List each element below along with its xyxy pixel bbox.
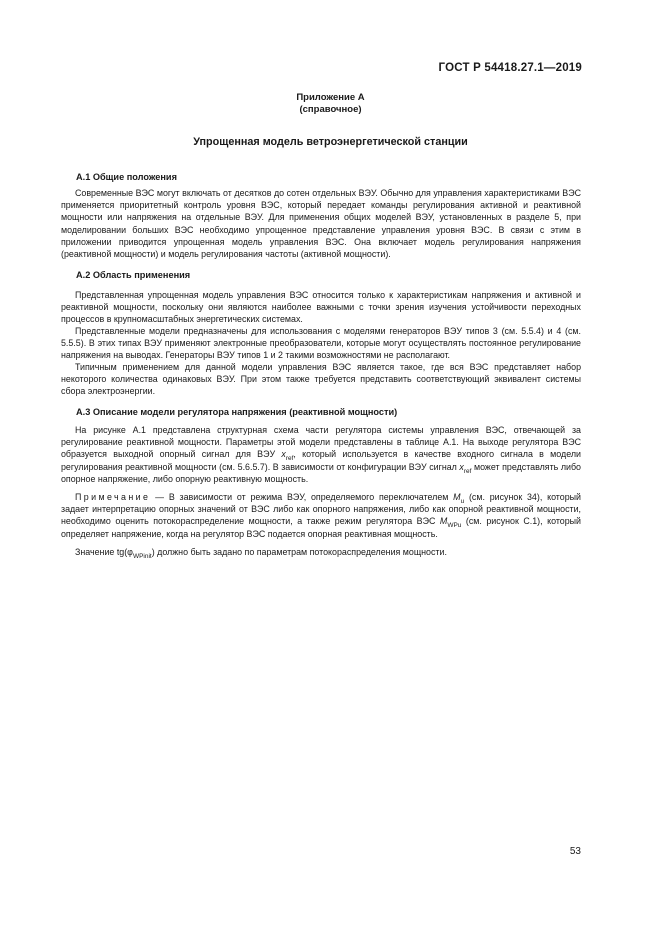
appendix-title: Упрощенная модель ветроэнергетической станции: [193, 136, 468, 148]
section-heading-a2: А.2 Область применения: [76, 270, 191, 280]
note-label: Примечание: [75, 492, 151, 502]
appendix-type: (справочное): [299, 104, 362, 115]
section-heading-a3: А.3 Описание модели регулятора напряжения (реактивной мощности): [76, 407, 398, 417]
paragraph-a2-3: Типичным применением для данной модели управления ВЭС является такое, где вся ВЭС представляет набор некоторого количества одинаковых ВЭУ. При этом также требуется представить соответствующий эквивалент системы сбора электроэнергии.: [61, 362, 581, 397]
appendix-label: Приложение А: [296, 92, 365, 103]
paragraph-a3-1: На рисунке А.1 представлена структурная схема части регулятора системы управления ВЭС, отвечающей за регулирование реактивной мощности. Параметры этой модели представлены в таблице А.1. На выходе регулятора ВЭС образуется выходной опорный сигнал для ВЭУ $x_{ref}$, который используется в качестве входного сигнала в модели регулирования реактивной мощности (см. 5.6.5.7). В зависимости от конфигурации ВЭУ сигнал $x_{ref}$ может представлять либо опорное напряжение, либо опорную реактивную мощность.: [61, 425, 581, 484]
paragraph-a3-2: Значение $tg(\varphi_{WPinit})$ должно быть задано по параметрам потокораспределения мощности.: [75, 547, 447, 560]
document-code: ГОСТ Р 54418.27.1—2019: [438, 62, 582, 74]
section-heading-a1: А.1 Общие положения: [76, 172, 177, 182]
paragraph-a2-2: Представленные модели предназначены для использования с моделями генераторов ВЭУ типов 3 (см. 5.5.4) и 4 (см. 5.5.5). В этих типах ВЭУ применяют электронные преобразователи, которые могут осуществлять постоянное регулирование напряжения на выводах. Генераторы ВЭУ типов 1 и 2 такими возможностями не располагают.: [61, 326, 581, 361]
paragraph-a2-1: Представленная упрощенная модель управления ВЭС относится только к характеристикам напряжения и активной и реактивной мощности, поскольку они являются наиболее важными с точки зрения изучения устойчивости переходных процессов в крупномасштабных энергетических системах.: [61, 290, 581, 325]
page-number: 53: [569, 846, 581, 857]
paragraph-a1: Современные ВЭС могут включать от десятков до сотен отдельных ВЭУ. Обычно для управления характеристиками ВЭС применяется приоритетный контроль уровня ВЭС, который передает команды регулирования активной и реактивной мощности или напряжения на отдельные ВЭУ. Для применения общих моделей ВЭУ, установленных в разделе 5, при моделировании больших ВЭС необходимо упрощенное представление управления уровня ВЭС. В связи с этим в приложении приводится упрощенная модель управления ВЭС. Она включает модель регулирования напряжения (реактивной мощности) и модель регулирования частоты (активной мощности).: [61, 188, 581, 260]
note-paragraph: Примечание — В зависимости от режима ВЭУ, определяемого переключателем $M_u$ (см. рисунок 34), который задает интерпретацию опорных значений от ВЭС либо как опорного напряжения, либо как опорной реактивной мощности, необходимо оценить потокораспределение мощности, а также режим регулятора ВЭС $M_{WPu}$ (см. рисунок С.1), который определяет напряжение, когда на регулятор ВЭС подается опорная реактивная мощность.: [61, 492, 581, 539]
